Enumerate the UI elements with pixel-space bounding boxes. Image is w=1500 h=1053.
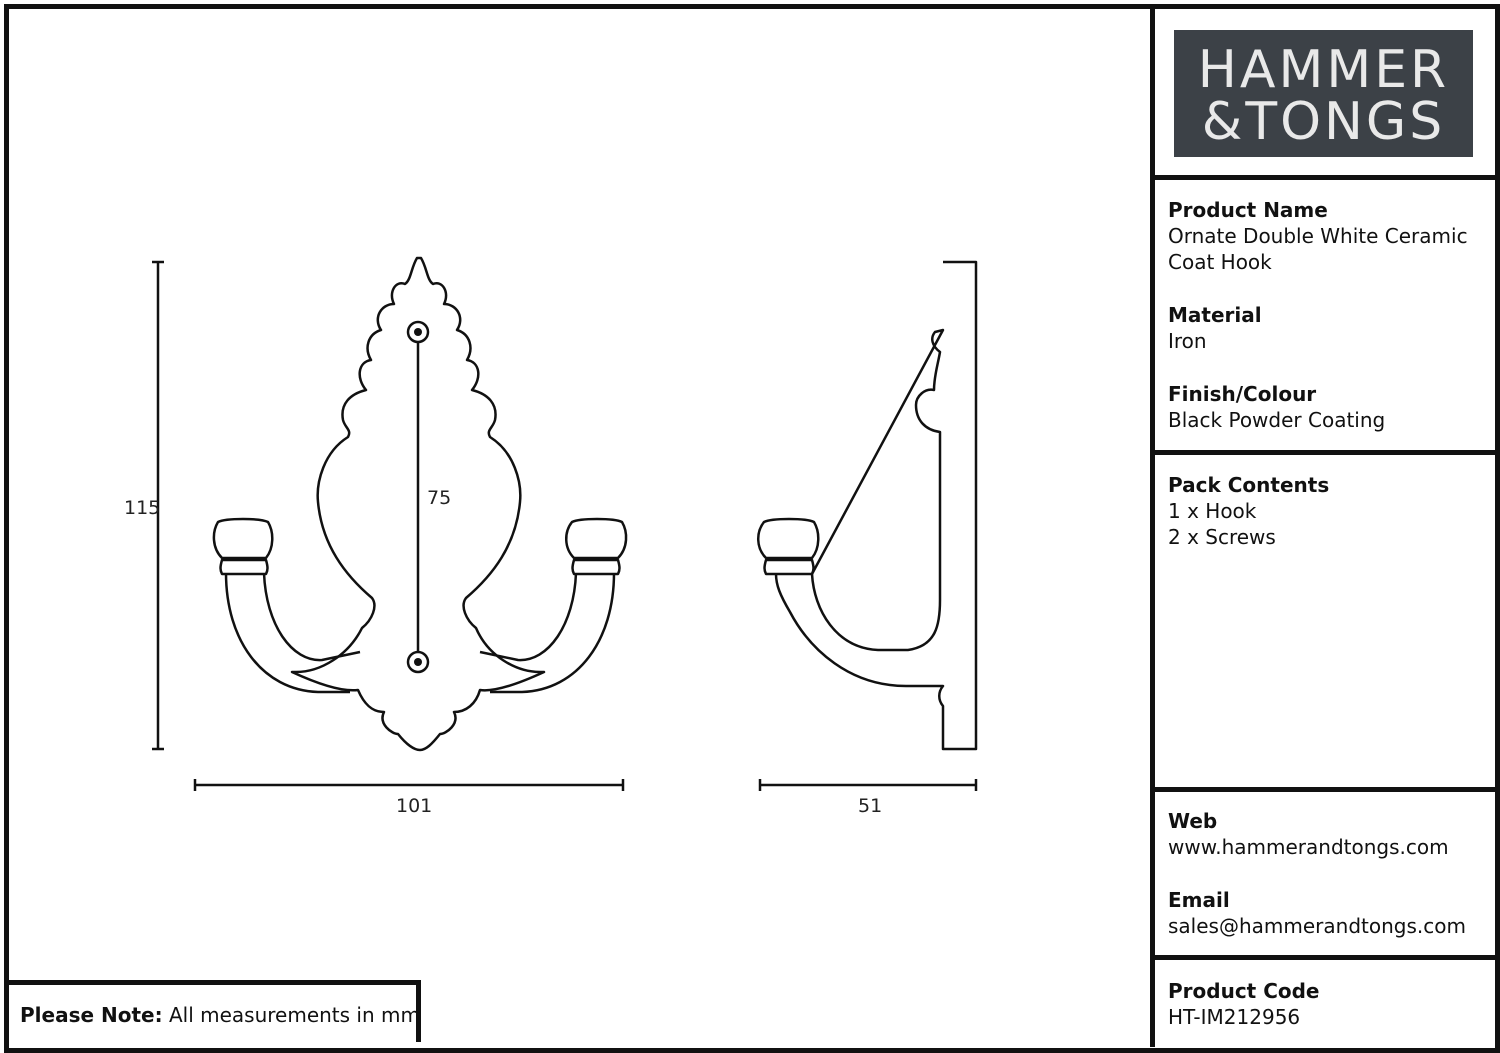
height-dimension-label: 115 xyxy=(124,497,161,519)
pack-contents-section xyxy=(1168,472,1478,550)
front-left-hook xyxy=(214,519,360,692)
product-name-value-line1: Ornate Double White Ceramic xyxy=(1168,224,1468,248)
note-label: Please Note: xyxy=(20,1003,163,1027)
side-width-label: 51 xyxy=(858,795,883,817)
screw-holes xyxy=(408,322,428,672)
product-name-label: Product Name xyxy=(1168,198,1328,222)
side-view xyxy=(758,262,976,749)
side-width-dimension xyxy=(760,779,976,791)
front-width-label: 101 xyxy=(396,795,433,817)
hole-spacing-label: 75 xyxy=(427,487,452,509)
front-right-hook xyxy=(480,519,626,692)
material-label: Material xyxy=(1168,303,1262,327)
finish-section xyxy=(1168,381,1478,433)
front-width-dimension xyxy=(195,779,623,791)
note-value: All measurements in mm xyxy=(168,1003,420,1027)
finish-value: Black Powder Coating xyxy=(1168,408,1386,432)
brand-logo xyxy=(1174,30,1473,157)
divider-logo xyxy=(1150,175,1496,180)
email-section xyxy=(1168,887,1478,939)
product-name-value-line2: Coat Hook xyxy=(1168,250,1272,274)
web-link[interactable]: www.hammerandtongs.com xyxy=(1168,835,1449,859)
pack-item: 2 x Screws xyxy=(1168,525,1276,549)
logo-line-1: HAMMER xyxy=(1197,40,1450,100)
logo-line-2: &TONGS xyxy=(1201,92,1446,152)
web-section xyxy=(1168,808,1478,860)
divider-email xyxy=(1150,955,1496,960)
measurement-note xyxy=(4,980,421,1042)
pack-item: 1 x Hook xyxy=(1168,499,1257,523)
product-code-value: HT-IM212956 xyxy=(1168,1005,1301,1029)
material-value: Iron xyxy=(1168,329,1207,353)
product-name-section xyxy=(1168,197,1478,275)
web-label: Web xyxy=(1168,809,1218,833)
email-label: Email xyxy=(1168,888,1230,912)
finish-label: Finish/Colour xyxy=(1168,382,1317,406)
product-code-section xyxy=(1168,978,1478,1030)
product-code-label: Product Code xyxy=(1168,979,1320,1003)
divider-pack xyxy=(1150,787,1496,792)
divider-finish xyxy=(1150,450,1496,455)
material-section xyxy=(1168,302,1478,354)
email-link[interactable]: sales@hammerandtongs.com xyxy=(1168,914,1466,938)
note-text xyxy=(20,1003,420,1027)
pack-contents-label: Pack Contents xyxy=(1168,473,1330,497)
